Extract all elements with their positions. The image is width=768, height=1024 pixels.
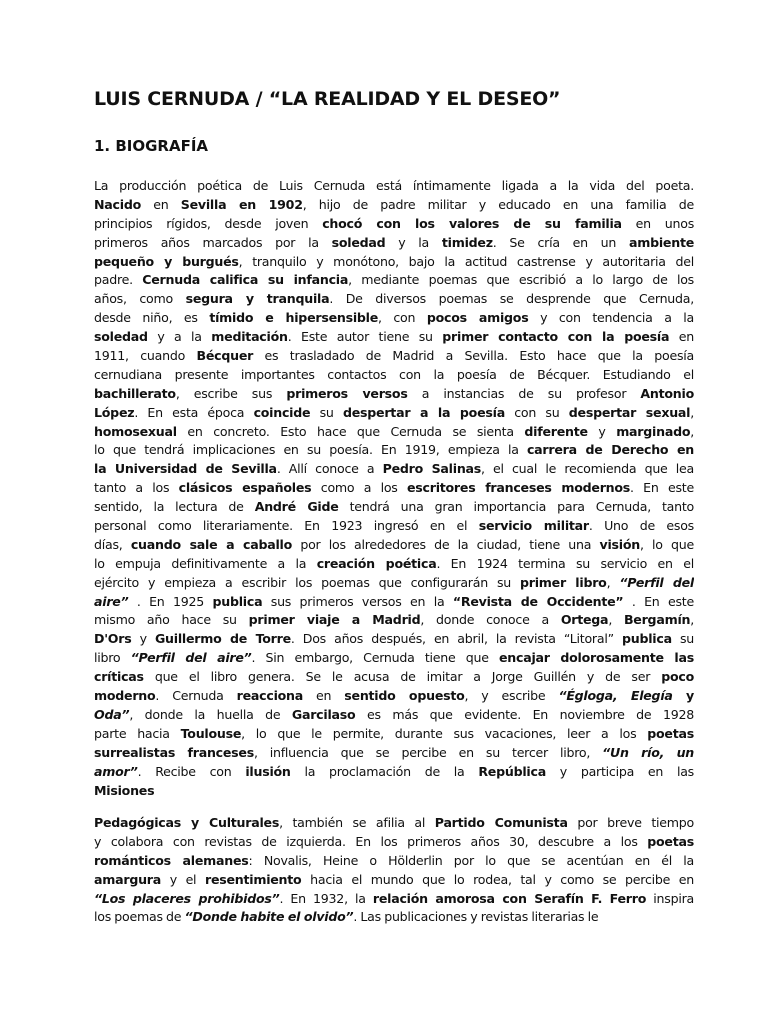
emphasized-text: Guillermo de Torre (154, 631, 291, 647)
emphasized-text: chocó con los valores de su familia (322, 215, 622, 231)
body-text: , influencia que se percibe en su tercer libro, (253, 744, 603, 760)
body-text: 1911, cuando (94, 348, 197, 364)
emphasized-text: “Donde habite el olvido” (184, 909, 354, 925)
emphasized-text: homosexual (94, 423, 177, 439)
body-text: , (606, 574, 620, 590)
body-text: ejército y empieza a escribir los poemas que configurarán su (94, 574, 520, 590)
text-line (94, 744, 694, 763)
body-text: y (587, 423, 617, 439)
emphasized-text: primeros versos (286, 385, 408, 401)
emphasized-text: López (94, 404, 135, 420)
emphasized-text: soledad (94, 329, 148, 345)
emphasized-text: bachillerato (94, 385, 176, 401)
emphasized-text: ilusión (245, 763, 291, 779)
text-line (94, 196, 694, 215)
emphasized-text: “Los placeres prohibidos” (94, 890, 280, 906)
body-text: . Se cría en un (492, 234, 629, 250)
emphasized-text: poetas (647, 833, 694, 849)
text-line (94, 908, 694, 927)
text-line (94, 215, 694, 234)
body-text: . En esta época (134, 404, 254, 420)
body-text: con su (504, 404, 569, 420)
emphasized-text: publica (621, 631, 672, 647)
emphasized-text: tímido e hipersensible (209, 310, 379, 326)
body-text: primeros años marcados por la (94, 234, 332, 250)
emphasized-text: primer libro (520, 574, 607, 590)
body-text: lo que tendrá implicaciones en su poesía. En 1919, empieza la (94, 442, 527, 458)
emphasized-text: Bergamín (623, 612, 691, 628)
body-text: . En este (630, 480, 694, 496)
emphasized-text: y (672, 688, 694, 704)
body-text: y a la (147, 329, 212, 345)
text-line (94, 479, 694, 498)
body-text: personal como literariamente. En 1923 ingresó en el (94, 518, 479, 534)
emphasized-text: poco (661, 669, 694, 685)
emphasized-text: relación amorosa con Serafín F. Ferro (372, 890, 647, 906)
body-text: . En 1924 termina su servicio en el (436, 555, 694, 571)
body-text: mismo año hace su (94, 612, 249, 628)
body-text: y el (161, 871, 205, 887)
body-text: . Dos años después, en abril, la revista “Litoral” (290, 631, 622, 647)
text-line (94, 253, 694, 272)
text-line (94, 852, 694, 871)
body-text: , (608, 612, 624, 628)
body-text: . Allí conoce a (276, 461, 383, 477)
emphasized-text: “Un río, un (602, 744, 694, 760)
body-text: en unos (621, 215, 694, 231)
body-text: . Uno de esos (588, 518, 694, 534)
emphasized-text: románticos alemanes (94, 852, 249, 868)
emphasized-text: publica (212, 593, 263, 609)
body-text: por breve tiempo (567, 815, 694, 830)
body-text: , lo que (639, 536, 694, 552)
emphasized-text: clásicos españoles (178, 480, 312, 496)
text-line (94, 706, 694, 725)
emphasized-text: primer contacto con la poesía (442, 329, 670, 345)
emphasized-text: sentido opuesto (344, 688, 465, 704)
emphasized-text: encajar dolorosamente las (498, 650, 694, 666)
emphasized-text: ambiente (628, 234, 694, 250)
body-text: a instancias de su profesor (407, 385, 641, 401)
text-line (94, 347, 694, 366)
text-line (94, 309, 694, 328)
text-line (94, 290, 694, 309)
emphasized-text: servicio militar (478, 518, 589, 534)
body-text: , hijo de padre militar y educado en una familia de (302, 196, 694, 212)
emphasized-text: “Revista de Occidente” (452, 593, 624, 609)
body-text: en (141, 196, 181, 212)
text-line (94, 725, 694, 744)
emphasized-text: “Perfil del (619, 574, 694, 590)
emphasized-text: República (478, 763, 546, 779)
emphasized-text: segura y tranquila (185, 291, 330, 307)
text-line (94, 271, 694, 290)
emphasized-text: Pedagógicas y Culturales (94, 815, 280, 830)
text-line (94, 833, 694, 852)
body-text: parte hacia (94, 725, 181, 741)
emphasized-text: diferente (524, 423, 588, 439)
body-text: , y escribe (464, 688, 559, 704)
body-text: tendrá una gran importancia para Cernuda, tanto (338, 499, 694, 515)
emphasized-text: André Gide (254, 499, 339, 515)
text-line (94, 460, 694, 479)
emphasized-text: marginado (616, 423, 691, 439)
body-text: principios rígidos, desde joven (94, 215, 323, 231)
body-text: sus primeros versos en la (262, 593, 453, 609)
emphasized-text: Antonio (640, 385, 694, 401)
text-line (94, 649, 694, 668)
body-text: , con (378, 310, 427, 326)
text-line (94, 668, 694, 687)
emphasized-text: poetas (647, 725, 694, 741)
text-line (94, 871, 694, 890)
emphasized-text: creación poética (316, 555, 437, 571)
body-text: y la (385, 234, 442, 250)
text-line (94, 234, 694, 253)
body-paragraph-2 (94, 814, 694, 927)
emphasized-text: pequeño y burgués (94, 253, 239, 269)
emphasized-text: amor” (94, 763, 138, 779)
text-line (94, 555, 694, 574)
text-line (94, 385, 694, 404)
body-text: . En este (623, 593, 694, 609)
emphasized-text: amargura (94, 871, 162, 887)
emphasized-text: Misiones (94, 782, 155, 798)
body-text: La producción poética de Luis Cernuda está íntimamente ligada a la vida del poeta. (94, 178, 694, 193)
emphasized-text: Toulouse (180, 725, 242, 741)
body-text: los poemas de (94, 909, 185, 925)
body-text: , donde conoce a (420, 612, 561, 628)
body-text: . Recibe con (137, 763, 246, 779)
body-text: , donde la huella de (129, 706, 292, 722)
emphasized-text: moderno (94, 688, 156, 704)
emphasized-text: visión (599, 536, 640, 552)
emphasized-text: resentimiento (204, 871, 302, 887)
body-text: días, (94, 536, 131, 552)
emphasized-text: Cernuda califica su infancia (142, 272, 349, 288)
text-line (94, 611, 694, 630)
body-text: que el libro genera. Se le acusa de imitar a Jorge Guillén y de ser (143, 669, 662, 685)
body-text: , (690, 423, 694, 439)
body-text: libro (94, 650, 131, 666)
body-paragraph-1 (94, 177, 694, 800)
body-text: . De diversos poemas se desprende que Cernuda, (329, 291, 694, 307)
body-text: . En 1925 (128, 593, 213, 609)
page-title: LUIS CERNUDA / “LA REALIDAD Y EL DESEO” (94, 88, 561, 110)
body-text: , (690, 612, 694, 628)
emphasized-text: primer viaje a Madrid (248, 612, 421, 628)
body-text: sentido, la lectura de (94, 499, 255, 515)
emphasized-text: pocos amigos (426, 310, 529, 326)
emphasized-text: despertar a la poesía (342, 404, 505, 420)
text-line (94, 763, 694, 782)
body-text: . Las publicaciones y revistas literarias le (353, 909, 599, 925)
body-text: , mediante poemas que escribió a lo largo de los (348, 272, 694, 288)
body-text: hacia el mundo que lo rodea, tal y como se percibe en (301, 871, 694, 887)
body-text: años, como (94, 291, 186, 307)
body-text: padre. (94, 272, 143, 288)
text-line (94, 593, 694, 612)
text-line (94, 441, 694, 460)
text-line (94, 423, 694, 442)
body-text: , escribe sus (175, 385, 287, 401)
body-text: es más que evidente. En noviembre de 1928 (355, 706, 694, 722)
emphasized-text: despertar sexual (568, 404, 691, 420)
body-text: : Novalis, Heine o Hölderlin por lo que se acentúan en él la (248, 852, 694, 868)
body-text: su (671, 631, 694, 647)
text-line (94, 890, 694, 909)
emphasized-text: Garcilaso (291, 706, 356, 722)
body-text: . En 1932, la (279, 890, 373, 906)
text-line (94, 536, 694, 555)
emphasized-text: soledad (331, 234, 386, 250)
emphasized-text: timidez (441, 234, 493, 250)
emphasized-text: Bécquer (196, 348, 254, 364)
emphasized-text: aire” (94, 593, 129, 609)
text-line (94, 177, 694, 196)
emphasized-text: coincide (253, 404, 311, 420)
body-text: inspira (646, 890, 694, 906)
body-text: , el cual le recomienda que lea (481, 461, 694, 477)
body-text: , tranquilo y monótono, bajo la actitud castrense y autoritaria del (238, 253, 694, 269)
text-line (94, 404, 694, 423)
body-text: y (131, 631, 155, 647)
emphasized-text: D'Ors (94, 631, 132, 647)
body-text: cernudiana presente importantes contactos con la poesía de Bécquer. Estudiando el (94, 366, 694, 382)
body-text: en concreto. Esto hace que Cernuda se sienta (176, 423, 525, 439)
body-text: , también se afilia al (279, 815, 435, 830)
text-line (94, 517, 694, 536)
emphasized-text: Partido Comunista (434, 815, 568, 830)
text-line (94, 366, 694, 385)
emphasized-text: carrera de Derecho en (526, 442, 694, 458)
body-text: tanto a los (94, 480, 179, 496)
text-line (94, 498, 694, 517)
emphasized-text: Pedro Salinas (382, 461, 482, 477)
text-line (94, 630, 694, 649)
emphasized-text: Ortega (560, 612, 609, 628)
body-text: la proclamación de la (290, 763, 479, 779)
emphasized-text: surrealistas franceses (94, 744, 254, 760)
emphasized-text: Sevilla en 1902 (180, 196, 303, 212)
body-text: , (690, 404, 694, 420)
text-line (94, 687, 694, 706)
text-line (94, 814, 694, 833)
emphasized-text: cuando sale a caballo (130, 536, 293, 552)
text-line (94, 328, 694, 347)
body-text: desde niño, es (94, 310, 210, 326)
emphasized-text: la Universidad de Sevilla (94, 461, 277, 477)
body-text: . Cernuda (155, 688, 237, 704)
body-text: y con tendencia a la (528, 310, 694, 326)
body-text: . Este autor tiene su (287, 329, 443, 345)
body-text: como a los (311, 480, 407, 496)
emphasized-text: reacciona (236, 688, 304, 704)
body-text: , lo que le permite, durante sus vacaciones, leer a los (241, 725, 648, 741)
emphasized-text: “Perfil del aire” (130, 650, 252, 666)
body-text: y participa en las (545, 763, 694, 779)
body-text: . Sin embargo, Cernuda tiene que (251, 650, 499, 666)
emphasized-text: “Égloga, Elegía (558, 688, 673, 704)
emphasized-text: escritores franceses modernos (406, 480, 631, 496)
body-text: por los alrededores de la ciudad, tiene una (292, 536, 600, 552)
emphasized-text: Nacido (94, 196, 141, 212)
body-text: en (303, 688, 345, 704)
emphasized-text: Oda” (94, 706, 130, 722)
body-text: y colabora con revistas de izquierda. En los primeros años 30, descubre a los (94, 833, 648, 849)
body-text: en (669, 329, 694, 345)
emphasized-text: meditación (211, 329, 288, 345)
text-line (94, 574, 694, 593)
section-heading: 1. BIOGRAFÍA (94, 137, 209, 155)
emphasized-text: críticas (94, 669, 144, 685)
body-text: es trasladado de Madrid a Sevilla. Esto hace que la poesía (253, 348, 694, 364)
body-text: su (310, 404, 343, 420)
text-line (94, 782, 694, 801)
body-text: lo empuja definitivamente a la (94, 555, 317, 571)
